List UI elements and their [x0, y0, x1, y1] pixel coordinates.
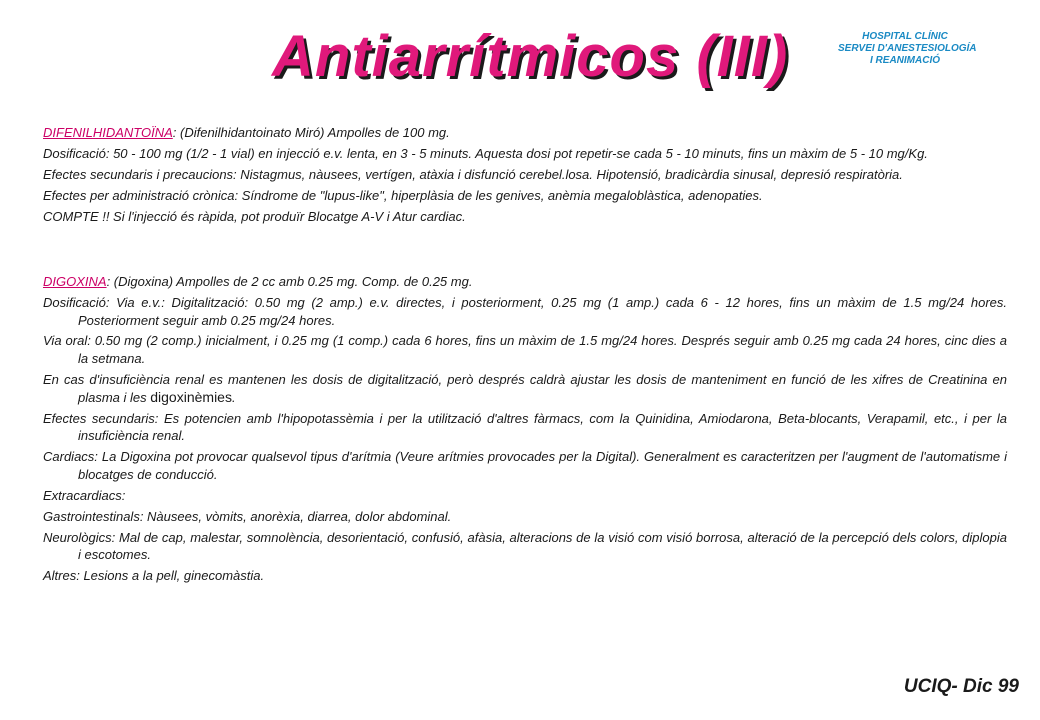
page-title: Antiarrítmicos (III) [272, 24, 789, 89]
department-name: SERVEI D'ANESTESIOLOGÍA [838, 43, 977, 54]
difenil-cronica: Efectes per administració crònica: Síndrome de "lupus-like", hiperplàsia de les genives, anèmia megaloblàstica, adenopaties. [43, 187, 763, 203]
digoxina-via-oral: Via oral: 0.50 mg (2 comp.) inicialment, i 0.25 mg (1 comp.) cada 6 hores, fins un màxim de 1.5 mg/24 hores. Després seguir amb 0.25 mg cada 24 hores, cinc dies a la setmana. [43, 333, 1007, 367]
digoxina-altres: Altres: Lesions a la pell, ginecomàstia. [43, 568, 265, 584]
hospital-header [838, 31, 977, 67]
digoxina-efectes: Efectes secundaris: Es potencien amb l'hipopotassèmia i per la utilització d'altres fàrmacs, com la Quinidina, Amiodarona, Beta-blocants, Verapamil, etc., i per la insuficiència renal. [43, 410, 1007, 444]
difenil-heading [43, 124, 1007, 142]
drug-name-digoxina: DIGOXINA [43, 273, 107, 289]
digoxina-dosificacio-ev: Dosificació: Via e.v.: Digitalització: 0.50 mg (2 amp.) e.v. directes, i posteriorment, 0.25 mg (1 amp.) cada 6 - 12 hores, fins un màxim de 1.5 mg/24 hores. Posteriorment seguir amb 0.25 mg/24 hores. [43, 294, 1007, 328]
difenil-compte: COMPTE !! Si l'injecció és ràpida, pot produïr Blocatge A-V i Atur cardiac. [43, 208, 466, 224]
hospital-name: HOSPITAL CLÍNIC [862, 31, 948, 42]
insuficiencia-term: digoxinèmies [150, 388, 232, 405]
digoxina-cardiacs: Cardiacs: La Digoxina pot provocar qualsevol tipus d'arítmia (Veure arítmies provocades per la Digital). Generalment es caracteritzen per l'augment de l'automatisme i blocatges de conducció. [43, 449, 1007, 482]
difenil-efectes: Efectes secundaris i precaucions: Nistagmus, nàusees, vertígen, atàxia i disfunció cerebel.losa. Hipotensió, bradicàrdia sinusal, depresió respiratòria. [43, 166, 903, 182]
difenil-dosificacio: Dosificació: 50 - 100 mg (1/2 - 1 vial) en injecció e.v. lenta, en 3 - 5 minuts. Aquesta dosi pot repetir-se cada 5 - 10 minuts, fins un màxim de 5 - 10 mg/Kg. [43, 145, 928, 161]
digoxina-extracardiacs: Extracardiacs: [43, 487, 126, 503]
digoxina-gastro: Gastrointestinals: Nàusees, vòmits, anorèxia, diarrea, dolor abdominal. [43, 508, 452, 524]
difenil-intro: : (Difenilhidantoinato Miró) Ampolles de 100 mg. [172, 125, 450, 140]
footer-label: UCIQ- Dic 99 [903, 676, 1019, 697]
digoxina-intro: : (Digoxina) Ampolles de 2 cc amb 0.25 mg. Comp. de 0.25 mg. [106, 273, 473, 289]
drug-name-difenilhidantoina: DIFENILHIDANTOÏNA [43, 125, 173, 140]
digoxina-heading [43, 273, 1007, 291]
section-spacer [43, 229, 1007, 273]
digoxina-insuficiencia [43, 371, 1007, 406]
digoxina-neuro: Neurològics: Mal de cap, malestar, somnolència, desorientació, confusió, afàsia, alteracions de la visió com visió borrosa, alteració de la percepció dels colors, diplopia i escotomes. [43, 529, 1007, 563]
insuficiencia-end: . [231, 389, 236, 405]
department-name-cont: I REANIMACIÓ [870, 55, 940, 66]
insuficiencia-text: En cas d'insuficiència renal es mantenen les dosis de digitalització, però després caldrà ajustar les dosis de manteniment en funció de les xifres de Creatinina en plasma i les [43, 372, 1007, 405]
slide-content [43, 124, 1007, 588]
